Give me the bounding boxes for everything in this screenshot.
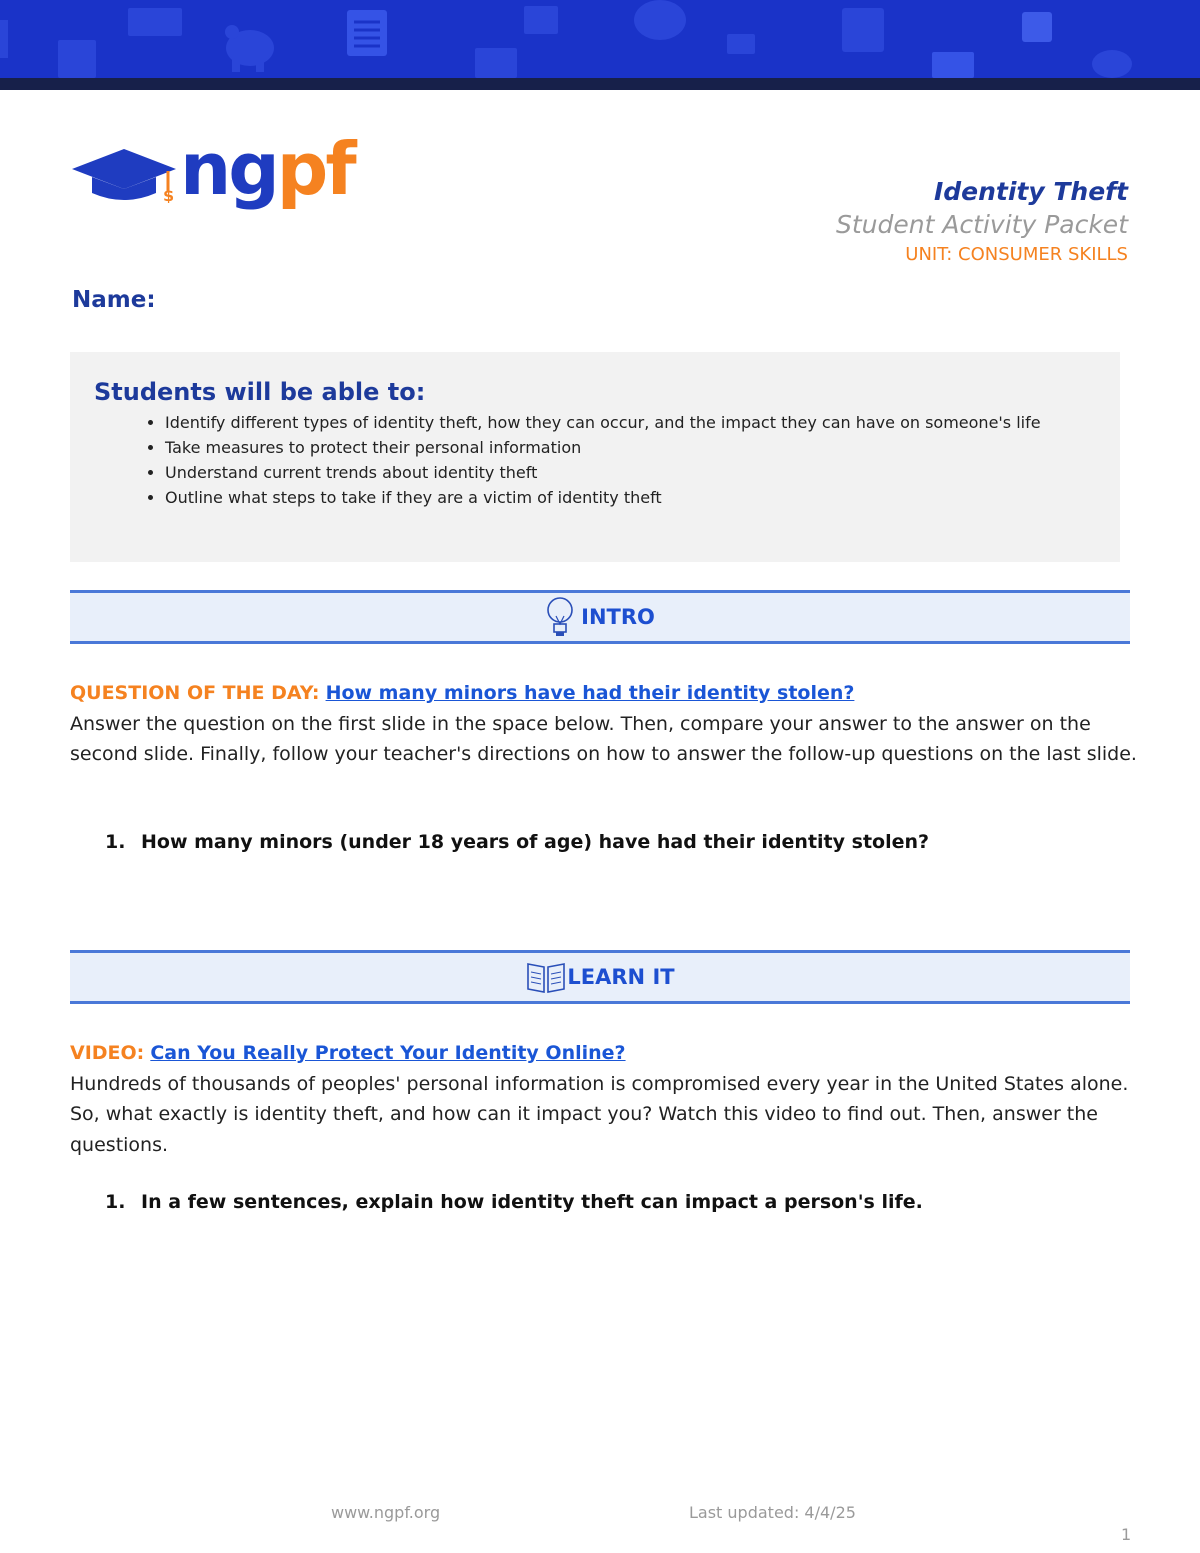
objectives-list: [130, 410, 1085, 510]
section-header-learn-it: [70, 950, 1130, 1004]
question-of-the-day-link[interactable]: How many minors have had their identity stolen?: [325, 682, 855, 704]
list-item: • Take measures to protect their personal information: [165, 435, 1085, 460]
calculator-icon: [1022, 12, 1052, 42]
video-label: VIDEO:: [70, 1042, 145, 1064]
name-field-label: Name:: [72, 287, 156, 313]
banner-pattern: [0, 0, 1200, 78]
footer-last-updated: Last updated: 4/4/25: [689, 1503, 856, 1522]
banner-divider: [0, 78, 1200, 90]
folder-icon: [475, 48, 517, 78]
intro-instructions: Answer the question on the first slide in the space below. Then, compare your answer to the answer on the second slide. Finally, follow your teacher's directions on how to answer the follow-up questions on the last slide.: [70, 712, 1137, 765]
question-text: How many minors (under 18 years of age) have had their identity stolen?: [141, 831, 930, 853]
folder-icon: [0, 20, 8, 58]
list-item: • Understand current trends about identity theft: [165, 460, 1085, 485]
question-number: 1.: [105, 831, 126, 853]
document-title-block: [836, 176, 1128, 268]
question-number: 1.: [105, 1191, 126, 1213]
video-instructions: Hundreds of thousands of peoples' personal information is compromised every year in the United States alone. So, what exactly is identity theft, and how can it impact you? Watch this video to find out. Then, answer the questions.: [70, 1072, 1129, 1156]
learning-objectives-box: [70, 352, 1120, 562]
document-icon: [347, 10, 387, 56]
learn-question-1: [105, 1191, 923, 1213]
page-number: 1: [1121, 1525, 1132, 1544]
card-icon: [128, 8, 182, 36]
section-label: INTRO: [581, 605, 655, 629]
graduation-cap-icon: [72, 143, 182, 203]
video-link[interactable]: Can You Really Protect Your Identity Online?: [150, 1042, 626, 1064]
piggy-bank-icon: [634, 0, 686, 40]
unit-label: UNIT: CONSUMER SKILLS: [905, 244, 1128, 265]
folder-icon: [727, 34, 755, 54]
section-label: LEARN IT: [567, 965, 675, 989]
footer-website[interactable]: www.ngpf.org: [331, 1503, 441, 1522]
list-item: • Identify different types of identity theft, how they can occur, and the impact they can have on someone's life: [165, 410, 1085, 435]
list-item: • Outline what steps to take if they are a victim of identity theft: [165, 485, 1085, 510]
piggy-bank-icon: [1092, 50, 1132, 78]
section-header-intro: [70, 590, 1130, 644]
svg-text:$: $: [163, 186, 175, 203]
objectives-heading: Students will be able to:: [94, 378, 426, 406]
question-text: In a few sentences, explain how identity theft can impact a person's life.: [141, 1191, 923, 1213]
intro-paragraph: [70, 678, 1140, 770]
header-banner: [0, 0, 1200, 78]
ngpf-logo: [72, 127, 362, 220]
document-icon: [58, 40, 96, 78]
folder-icon: [932, 52, 974, 78]
piggy-bank-icon: [225, 25, 274, 72]
book-icon: [525, 960, 567, 994]
logo-wordmark: ngpf: [180, 127, 354, 211]
document-subtitle: Student Activity Packet: [835, 210, 1128, 239]
document-title: Identity Theft: [933, 177, 1128, 206]
question-of-the-day-label: QUESTION OF THE DAY:: [70, 682, 320, 704]
learn-paragraph: [70, 1038, 1140, 1160]
lightbulb-icon: [545, 594, 575, 640]
intro-question-1: [105, 831, 929, 853]
calculator-icon: [842, 8, 884, 52]
calculator-icon: [524, 6, 558, 34]
